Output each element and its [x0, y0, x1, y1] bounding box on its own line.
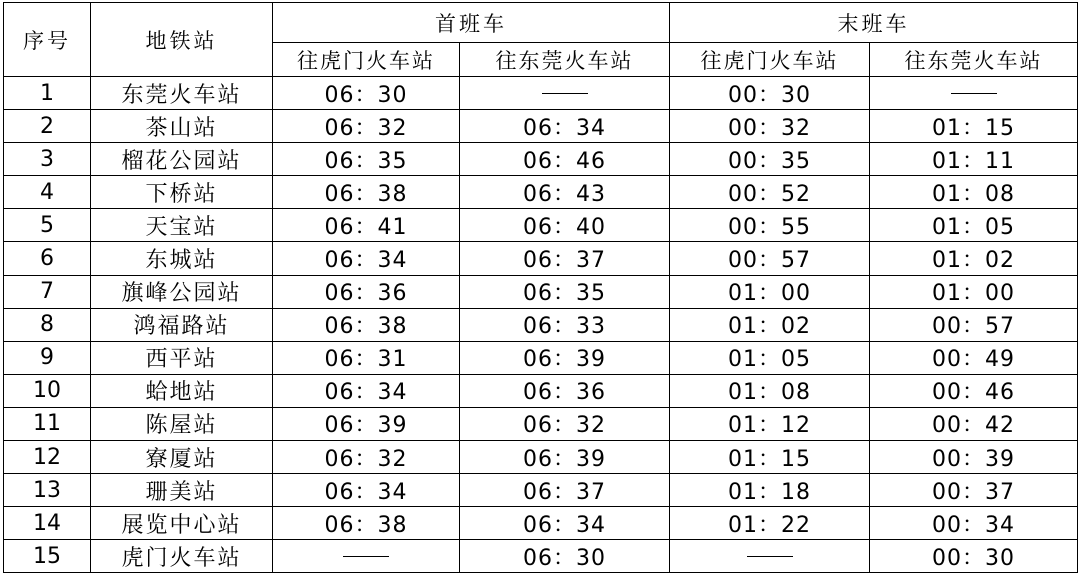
table-row: [4, 474, 1078, 507]
cell-last-to-humen: 00：55: [670, 209, 870, 242]
cell-first-to-humen: 06：32: [273, 441, 460, 474]
cell-station: 下桥站: [91, 176, 273, 209]
table-header: [4, 3, 1078, 77]
header-index: 序号: [4, 3, 91, 77]
cell-first-to-dongguan: 06：39: [460, 341, 670, 374]
cell-first-to-dongguan: 06：32: [460, 407, 670, 440]
cell-first-to-humen: 06：36: [273, 275, 460, 308]
cell-station: 天宝站: [91, 209, 273, 242]
no-service-dash: [343, 556, 389, 557]
cell-last-to-humen: 01：05: [670, 341, 870, 374]
cell-last-to-dongguan: 00：39: [870, 441, 1078, 474]
cell-first-to-dongguan: 06：39: [460, 441, 670, 474]
cell-index: 15: [4, 540, 91, 573]
metro-timetable: [3, 2, 1078, 573]
header-last-to-humen: 往虎门火车站: [670, 43, 870, 77]
cell-index: 6: [4, 242, 91, 275]
cell-station: 展览中心站: [91, 507, 273, 540]
header-last-train: 末班车: [670, 3, 1078, 43]
cell-last-to-humen: 01：08: [670, 374, 870, 407]
cell-last-to-dongguan: 01：02: [870, 242, 1078, 275]
cell-station: 旗峰公园站: [91, 275, 273, 308]
no-service-dash: [951, 93, 997, 94]
cell-first-to-humen: 06：35: [273, 143, 460, 176]
table-row: [4, 407, 1078, 440]
cell-first-to-dongguan: 06：34: [460, 507, 670, 540]
cell-last-to-humen: 00：52: [670, 176, 870, 209]
cell-first-to-dongguan: [460, 77, 670, 110]
cell-first-to-dongguan: 06：40: [460, 209, 670, 242]
table-row: [4, 275, 1078, 308]
table-body: [4, 77, 1078, 573]
cell-last-to-humen: 00：57: [670, 242, 870, 275]
cell-station: 虎门火车站: [91, 540, 273, 573]
cell-index: 4: [4, 176, 91, 209]
cell-last-to-dongguan: 00：42: [870, 407, 1078, 440]
cell-last-to-humen: 00：35: [670, 143, 870, 176]
cell-last-to-dongguan: 00：37: [870, 474, 1078, 507]
table-row: [4, 341, 1078, 374]
no-service-dash: [747, 556, 793, 557]
cell-last-to-humen: 01：12: [670, 407, 870, 440]
header-first-to-dongguan: 往东莞火车站: [460, 43, 670, 77]
table-row: [4, 143, 1078, 176]
cell-first-to-humen: 06：38: [273, 507, 460, 540]
cell-index: 10: [4, 374, 91, 407]
cell-index: 11: [4, 407, 91, 440]
cell-first-to-dongguan: 06：43: [460, 176, 670, 209]
cell-last-to-dongguan: 01：15: [870, 110, 1078, 143]
header-station: 地铁站: [91, 3, 273, 77]
table-row: [4, 540, 1078, 573]
cell-last-to-dongguan: [870, 77, 1078, 110]
cell-index: 5: [4, 209, 91, 242]
cell-index: 7: [4, 275, 91, 308]
cell-last-to-humen: 00：32: [670, 110, 870, 143]
cell-station: 茶山站: [91, 110, 273, 143]
cell-first-to-dongguan: 06：30: [460, 540, 670, 573]
cell-first-to-dongguan: 06：34: [460, 110, 670, 143]
table-row: [4, 374, 1078, 407]
header-row-top: [4, 3, 1078, 43]
cell-first-to-humen: 06：31: [273, 341, 460, 374]
cell-last-to-dongguan: 01：08: [870, 176, 1078, 209]
cell-index: 14: [4, 507, 91, 540]
cell-last-to-humen: 01：18: [670, 474, 870, 507]
cell-first-to-dongguan: 06：33: [460, 308, 670, 341]
cell-first-to-humen: 06：38: [273, 176, 460, 209]
cell-first-to-dongguan: 06：35: [460, 275, 670, 308]
cell-last-to-humen: [670, 540, 870, 573]
table-row: [4, 507, 1078, 540]
cell-first-to-humen: 06：34: [273, 242, 460, 275]
cell-first-to-humen: [273, 540, 460, 573]
cell-index: 3: [4, 143, 91, 176]
cell-first-to-dongguan: 06：36: [460, 374, 670, 407]
cell-first-to-dongguan: 06：37: [460, 474, 670, 507]
cell-station: 鸿福路站: [91, 308, 273, 341]
cell-last-to-humen: 01：02: [670, 308, 870, 341]
cell-last-to-dongguan: 00：30: [870, 540, 1078, 573]
cell-station: 珊美站: [91, 474, 273, 507]
cell-last-to-humen: 01：00: [670, 275, 870, 308]
cell-first-to-dongguan: 06：46: [460, 143, 670, 176]
cell-last-to-dongguan: 01：05: [870, 209, 1078, 242]
cell-station: 蛤地站: [91, 374, 273, 407]
table-row: [4, 308, 1078, 341]
no-service-dash: [542, 93, 588, 94]
table-row: [4, 176, 1078, 209]
cell-station: 东莞火车站: [91, 77, 273, 110]
cell-first-to-humen: 06：41: [273, 209, 460, 242]
header-first-to-humen: 往虎门火车站: [273, 43, 460, 77]
cell-last-to-humen: 01：22: [670, 507, 870, 540]
cell-station: 西平站: [91, 341, 273, 374]
cell-index: 12: [4, 441, 91, 474]
cell-index: 9: [4, 341, 91, 374]
table-row: [4, 77, 1078, 110]
cell-index: 13: [4, 474, 91, 507]
cell-station: 东城站: [91, 242, 273, 275]
cell-first-to-humen: 06：34: [273, 474, 460, 507]
cell-last-to-humen: 00：30: [670, 77, 870, 110]
table-row: [4, 242, 1078, 275]
cell-index: 1: [4, 77, 91, 110]
cell-last-to-dongguan: 00：46: [870, 374, 1078, 407]
cell-last-to-dongguan: 01：11: [870, 143, 1078, 176]
cell-station: 榴花公园站: [91, 143, 273, 176]
cell-last-to-dongguan: 00：57: [870, 308, 1078, 341]
cell-first-to-humen: 06：39: [273, 407, 460, 440]
cell-first-to-humen: 06：32: [273, 110, 460, 143]
cell-station: 陈屋站: [91, 407, 273, 440]
cell-last-to-humen: 01：15: [670, 441, 870, 474]
cell-last-to-dongguan: 00：34: [870, 507, 1078, 540]
cell-first-to-humen: 06：38: [273, 308, 460, 341]
table-row: [4, 209, 1078, 242]
table-row: [4, 441, 1078, 474]
cell-index: 2: [4, 110, 91, 143]
cell-station: 寮厦站: [91, 441, 273, 474]
cell-first-to-humen: 06：34: [273, 374, 460, 407]
header-first-train: 首班车: [273, 3, 670, 43]
cell-last-to-dongguan: 00：49: [870, 341, 1078, 374]
cell-last-to-dongguan: 01：00: [870, 275, 1078, 308]
cell-index: 8: [4, 308, 91, 341]
header-last-to-dongguan: 往东莞火车站: [870, 43, 1078, 77]
cell-first-to-dongguan: 06：37: [460, 242, 670, 275]
cell-first-to-humen: 06：30: [273, 77, 460, 110]
table-row: [4, 110, 1078, 143]
